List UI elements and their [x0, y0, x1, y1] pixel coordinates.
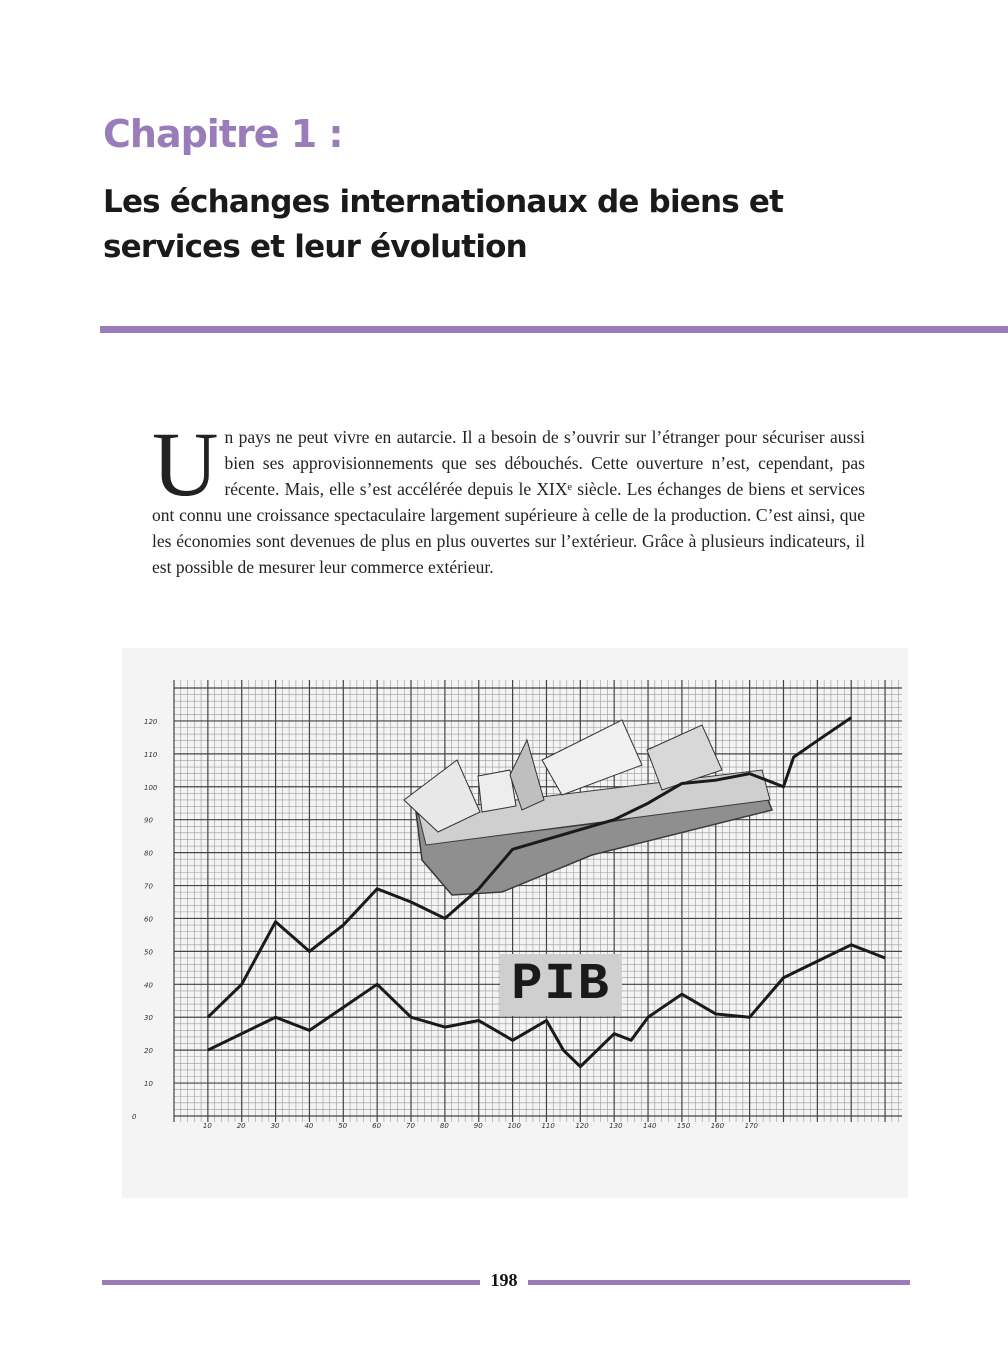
x-tick-label: 110	[541, 1122, 555, 1130]
cargo-ship-illustration	[404, 720, 772, 895]
x-tick-label: 20	[236, 1122, 246, 1130]
y-tick-label: 30	[144, 1014, 153, 1023]
y-tick-label: 100	[144, 783, 158, 792]
x-tick-label: 160	[710, 1122, 725, 1130]
x-tick-label: 10	[202, 1122, 212, 1130]
page-number: 198	[490, 1270, 518, 1290]
x-tick-label: 80	[439, 1122, 449, 1130]
chapter-label: Chapitre 1 :	[103, 112, 343, 156]
y-tick-label: 110	[144, 750, 158, 759]
x-tick-label: 40	[304, 1122, 314, 1130]
y-tick-label: 70	[144, 882, 153, 891]
x-tick-label: 140	[643, 1122, 657, 1130]
y-tick-label: 90	[144, 816, 153, 825]
x-tick-label: 90	[473, 1122, 483, 1130]
x-tick-label: 70	[406, 1122, 415, 1130]
y-tick-label: 120	[144, 717, 158, 726]
y-tick-label: 0	[132, 1113, 137, 1121]
footer-divider-right	[528, 1280, 910, 1285]
x-tick-label: 50	[338, 1122, 348, 1130]
x-tick-label: 30	[270, 1122, 280, 1130]
y-tick-label: 50	[144, 948, 153, 957]
x-tick-label: 170	[744, 1122, 759, 1130]
x-tick-label: 60	[372, 1122, 382, 1130]
x-tick-label: 150	[676, 1122, 691, 1130]
line-chart	[122, 648, 908, 1198]
y-tick-label: 80	[144, 849, 153, 858]
footer-divider-left	[102, 1280, 480, 1285]
x-tick-label: 120	[575, 1122, 589, 1130]
x-tick-label: 130	[609, 1122, 623, 1130]
y-tick-label: 20	[144, 1047, 153, 1056]
trade-growth-figure	[122, 648, 908, 1198]
y-tick-label: 10	[144, 1080, 153, 1089]
title-divider	[100, 326, 1008, 333]
chapter-title: Les échanges internationaux de biens et services et leur évolution	[103, 184, 784, 265]
intro-text: n pays ne peut vivre en autarcie. Il a besoin de s’ouvrir sur l’étranger pour sécuriser aussi bien ses approvisionnements que ses débouchés. Cette ouverture n’est, cependant, pas récente. Mais, elle s’est accélérée depuis le XIXᵉ siècle. Les échanges de biens et services ont connu une croissance spectaculaire largement supérieure à celle de la production. C’est ainsi, que les économies sont devenues de plus en plus ouvertes sur l’extérieur. Grâce à plusieurs indicateurs, il est possible de mesurer leur commerce extérieur.	[152, 427, 865, 577]
drop-cap: U	[152, 413, 219, 515]
x-tick-label: 100	[507, 1122, 521, 1130]
y-tick-label: 40	[144, 981, 153, 990]
pib-label: PIB	[500, 954, 622, 1016]
y-tick-label: 60	[144, 915, 153, 924]
intro-paragraph	[152, 413, 865, 580]
